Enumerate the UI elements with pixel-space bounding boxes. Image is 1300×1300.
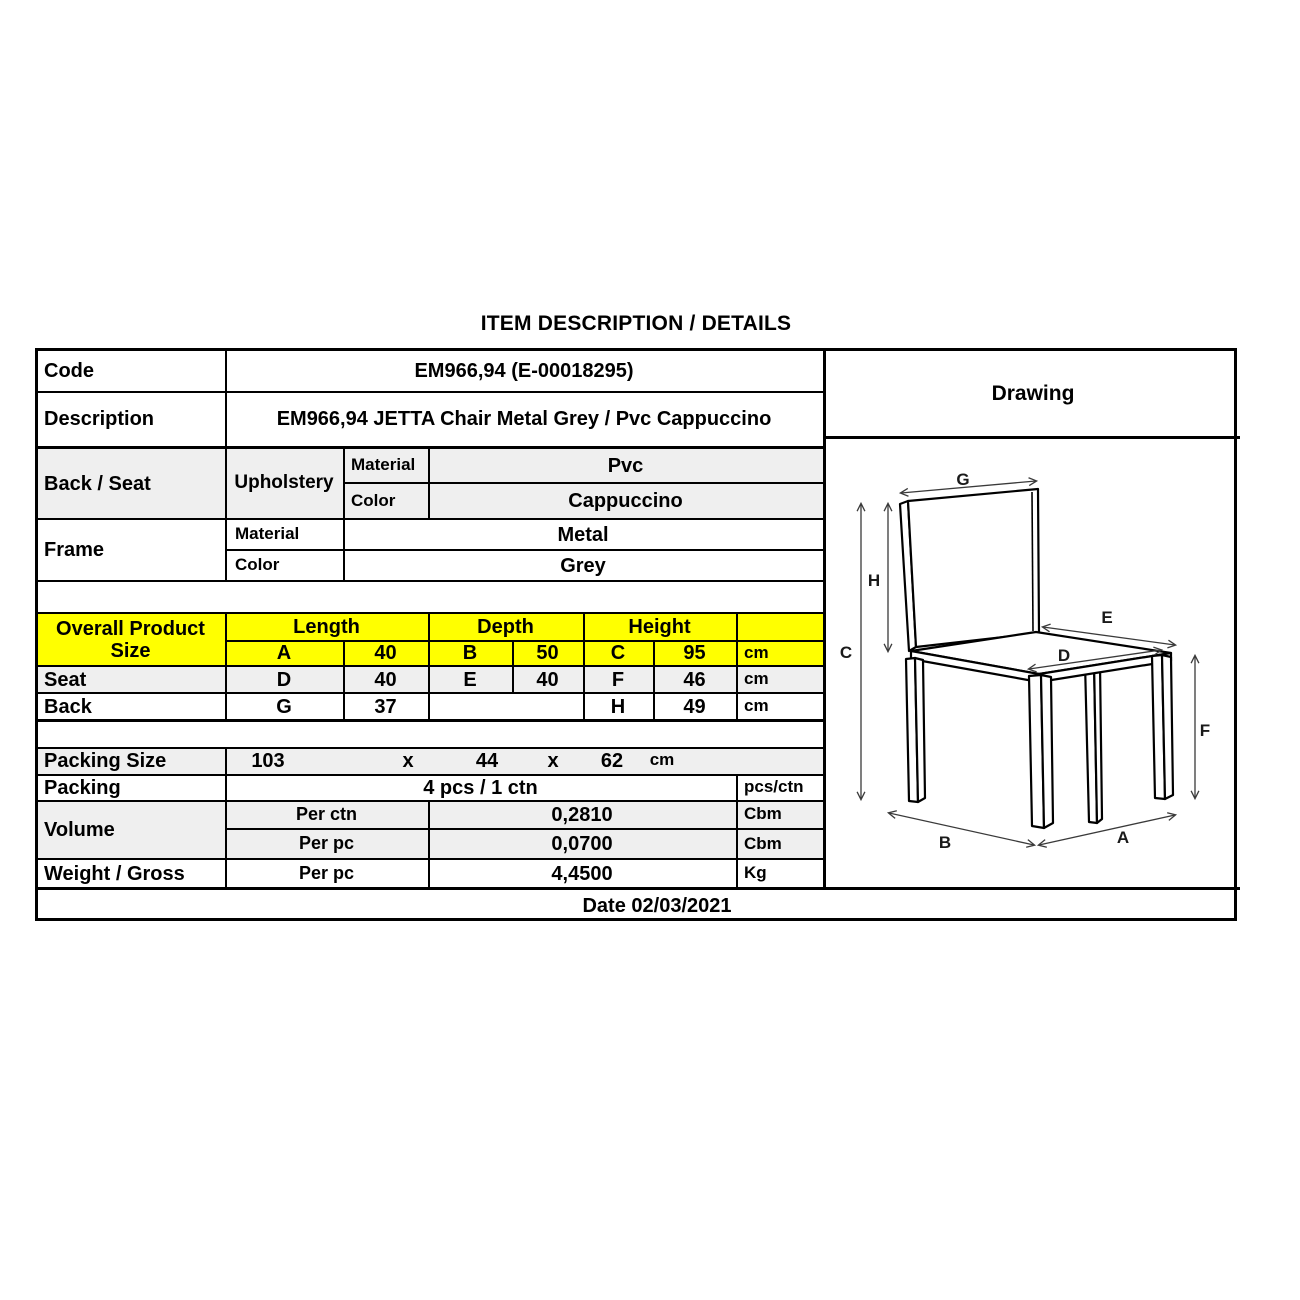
dim-label-h: H xyxy=(867,571,881,590)
volume-per-pc-value: 0,0700 xyxy=(551,833,613,855)
weight-per-pc-label: Per pc xyxy=(298,862,355,883)
packing-size-sep2: x xyxy=(547,749,559,772)
volume-per-ctn-unit: Cbm xyxy=(744,804,782,824)
date-value: Date 02/03/2021 xyxy=(582,894,732,917)
packing-size-values xyxy=(225,748,736,773)
chair-front-leg-side xyxy=(1041,675,1053,828)
dim-label-f: F xyxy=(1199,721,1211,740)
code-value: EM966,94 (E-00018295) xyxy=(414,360,634,382)
chair-drawing xyxy=(823,439,1240,887)
packing-value: 4 pcs / 1 ctn xyxy=(423,776,538,799)
chair-right-leg-side xyxy=(1162,655,1173,799)
page-title: ITEM DESCRIPTION / DETAILS xyxy=(480,312,792,335)
description-value: EM966,94 JETTA Chair Metal Grey / Pvc Cappuccino xyxy=(276,408,772,430)
packing-size-width: 44 xyxy=(475,749,499,772)
dim-label-b: B xyxy=(938,833,952,852)
back-seat-material-label: Material xyxy=(351,455,416,475)
volume-label: Volume xyxy=(44,818,115,841)
frame-material-label: Material xyxy=(235,524,300,544)
chair-backrest-inner-line xyxy=(1032,492,1033,631)
dim-label-d: D xyxy=(1057,646,1071,665)
packing-size-height: 62 xyxy=(600,749,624,772)
weight-label: Weight / Gross xyxy=(44,862,185,885)
dim-label-e: E xyxy=(1101,608,1113,627)
packing-size-unit: cm xyxy=(649,750,675,770)
seat-length-key: D xyxy=(276,668,292,691)
packing-size-length: 103 xyxy=(251,749,285,772)
drawing-title: Drawing xyxy=(991,381,1075,405)
back-height-value: 49 xyxy=(683,695,706,718)
spec-table xyxy=(35,348,1237,921)
size-header-depth: Depth xyxy=(477,615,534,638)
grid-line xyxy=(38,580,823,582)
back-seat-material-value: Pvc xyxy=(607,454,644,477)
frame-color-value: Grey xyxy=(560,554,606,577)
overall-size-label-line1: Overall Product xyxy=(56,617,205,640)
back-seat-color-label: Color xyxy=(351,490,396,510)
weight-value: 4,4500 xyxy=(551,862,613,885)
frame-material-value: Metal xyxy=(557,523,609,546)
code-label: Code xyxy=(44,360,94,382)
dim-line-b xyxy=(889,813,1034,845)
seat-row-label: Seat xyxy=(44,668,87,691)
description-label: Description xyxy=(44,408,155,430)
back-row-label: Back xyxy=(44,695,92,718)
grid-line xyxy=(38,719,823,722)
size-header-height: Height xyxy=(628,615,691,638)
back-length-value: 37 xyxy=(374,695,397,718)
volume-per-pc-unit: Cbm xyxy=(744,833,782,853)
seat-height-key: F xyxy=(611,668,625,691)
packing-label: Packing xyxy=(44,776,121,799)
weight-unit: Kg xyxy=(744,863,767,883)
back-seat-color-value: Cappuccino xyxy=(568,490,683,512)
seat-length-value: 40 xyxy=(374,668,397,691)
dim-label-a: A xyxy=(1116,828,1130,847)
dim-line-a xyxy=(1039,815,1175,845)
overall-length-value: 40 xyxy=(374,642,397,664)
packing-size-label: Packing Size xyxy=(44,749,167,772)
overall-height-key: C xyxy=(610,642,626,664)
dim-label-c: C xyxy=(839,643,853,662)
overall-size-label-line2: Size xyxy=(110,639,151,662)
seat-depth-key: E xyxy=(463,668,477,691)
overall-height-value: 95 xyxy=(683,642,706,664)
overall-unit: cm xyxy=(744,642,769,662)
back-unit: cm xyxy=(744,696,769,716)
volume-per-ctn-label: Per ctn xyxy=(295,803,358,824)
frame-color-label: Color xyxy=(235,555,280,575)
packing-unit: pcs/ctn xyxy=(744,777,804,797)
chair-backrest-panel xyxy=(908,489,1039,647)
dim-label-g: G xyxy=(956,470,970,489)
seat-unit: cm xyxy=(744,669,769,689)
packing-size-sep1: x xyxy=(402,749,414,772)
volume-per-pc-label: Per pc xyxy=(298,833,355,854)
seat-depth-value: 40 xyxy=(536,668,559,691)
chair-left-leg-side xyxy=(915,658,925,802)
overall-depth-key: B xyxy=(462,642,478,664)
frame-label: Frame xyxy=(44,539,105,561)
back-length-key: G xyxy=(276,695,292,718)
volume-per-ctn-value: 0,2810 xyxy=(551,803,613,826)
size-header-length: Length xyxy=(293,615,360,638)
seat-height-value: 46 xyxy=(683,668,706,691)
overall-length-key: A xyxy=(276,642,292,664)
back-seat-label: Back / Seat xyxy=(44,472,151,495)
grid-line xyxy=(823,436,1240,439)
upholstery-label: Upholstery xyxy=(234,472,334,494)
overall-size-label xyxy=(38,614,223,665)
overall-depth-value: 50 xyxy=(536,642,559,664)
back-height-key: H xyxy=(610,695,626,718)
